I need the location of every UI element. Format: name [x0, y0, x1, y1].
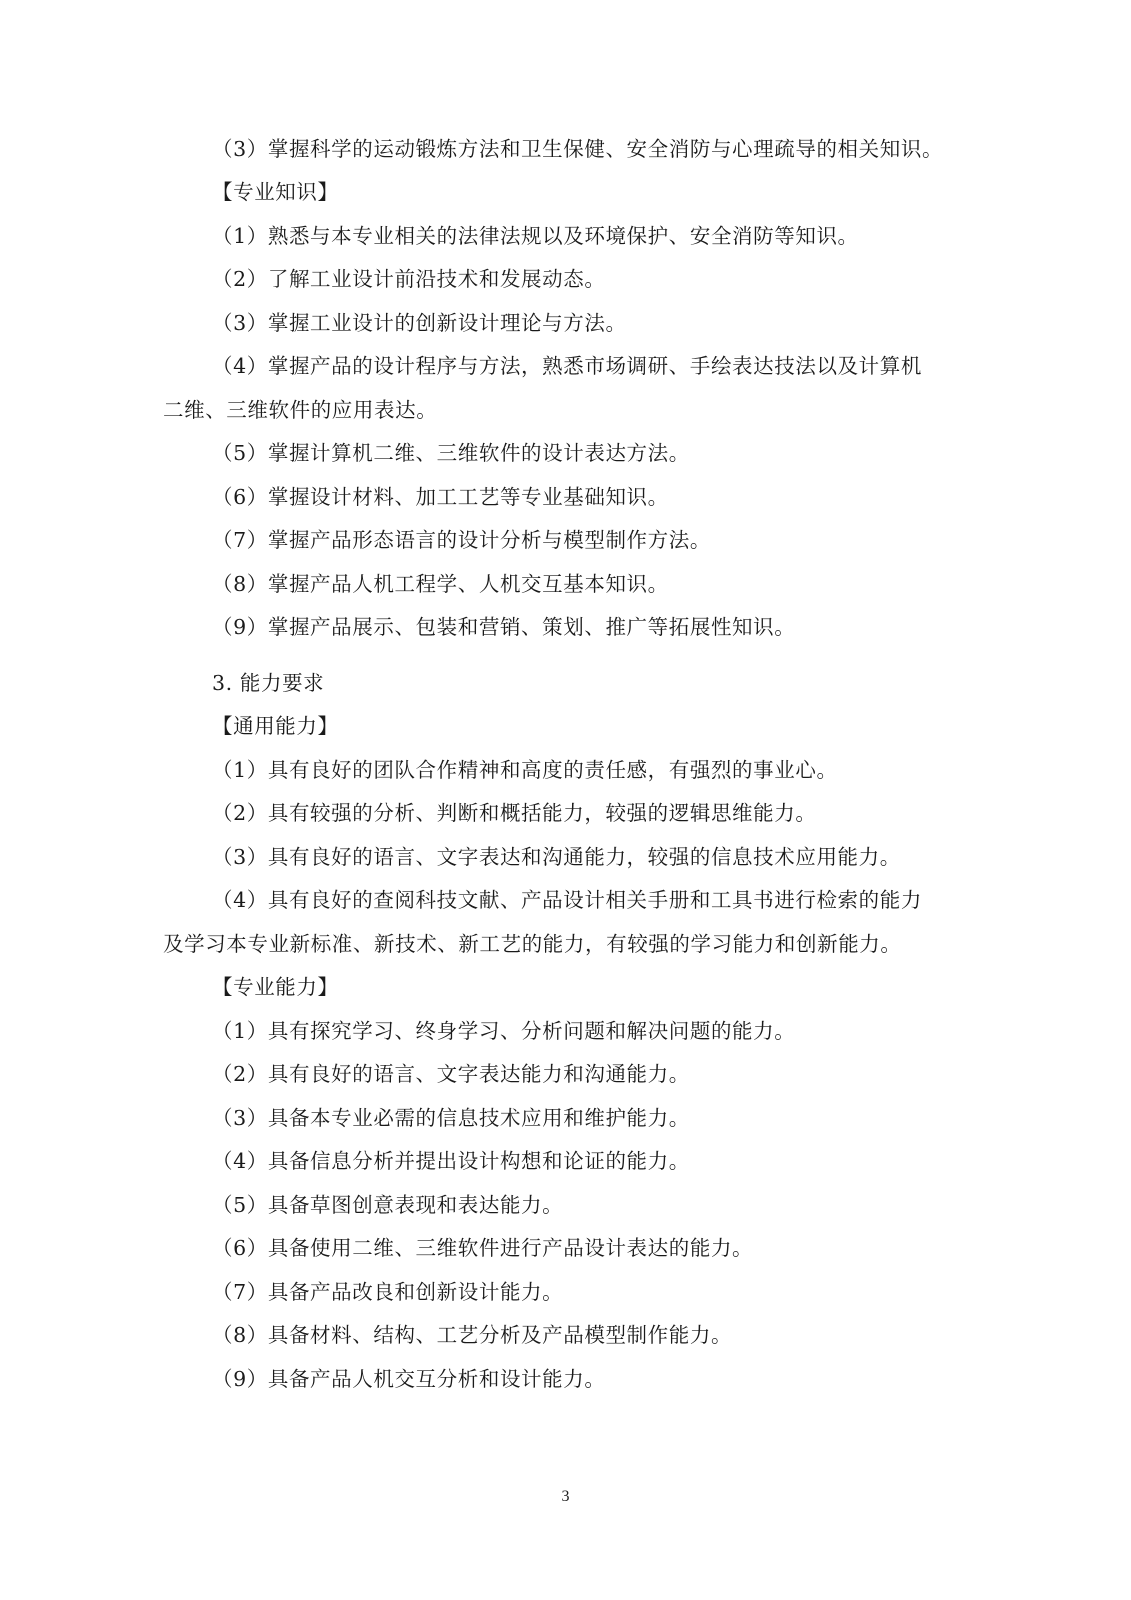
section-heading-professional-knowledge: 【专业知识】 [212, 180, 339, 204]
professional-knowledge-item-1: （1）熟悉与本专业相关的法律法规以及环境保护、安全消防等知识。 [212, 224, 859, 248]
section-heading-general-ability: 【通用能力】 [212, 714, 339, 738]
section-heading-professional-ability: 【专业能力】 [212, 975, 339, 999]
professional-knowledge-item-4-continued: 二维、三维软件的应用表达。 [163, 398, 438, 422]
professional-ability-item-1: （1）具有探究学习、终身学习、分析问题和解决问题的能力。 [212, 1019, 796, 1043]
knowledge-item-general-3: （3）掌握科学的运动锻炼方法和卫生保健、安全消防与心理疏导的相关知识。 [212, 137, 944, 161]
professional-knowledge-item-3: （3）掌握工业设计的创新设计理论与方法。 [212, 311, 627, 335]
page-number: 3 [561, 1488, 570, 1505]
general-ability-item-4: （4）具有良好的查阅科技文献、产品设计相关手册和工具书进行检索的能力 [212, 888, 922, 912]
professional-knowledge-item-9: （9）掌握产品展示、包装和营销、策划、推广等拓展性知识。 [212, 615, 796, 639]
professional-knowledge-item-5: （5）掌握计算机二维、三维软件的设计表达方法。 [212, 441, 690, 465]
professional-ability-item-6: （6）具备使用二维、三维软件进行产品设计表达的能力。 [212, 1236, 754, 1260]
general-ability-item-3: （3）具有良好的语言、文字表达和沟通能力，较强的信息技术应用能力。 [212, 845, 901, 869]
professional-knowledge-item-2: （2）了解工业设计前沿技术和发展动态。 [212, 267, 606, 291]
section-heading-ability-requirements: 3. 能力要求 [212, 671, 325, 695]
professional-knowledge-item-6: （6）掌握设计材料、加工工艺等专业基础知识。 [212, 485, 669, 509]
professional-ability-item-5: （5）具备草图创意表现和表达能力。 [212, 1193, 564, 1217]
professional-knowledge-item-7: （7）掌握产品形态语言的设计分析与模型制作方法。 [212, 528, 711, 552]
professional-ability-item-3: （3）具备本专业必需的信息技术应用和维护能力。 [212, 1106, 690, 1130]
professional-knowledge-item-8: （8）掌握产品人机工程学、人机交互基本知识。 [212, 572, 669, 596]
professional-ability-item-8: （8）具备材料、结构、工艺分析及产品模型制作能力。 [212, 1323, 733, 1347]
general-ability-item-2: （2）具有较强的分析、判断和概括能力，较强的逻辑思维能力。 [212, 801, 817, 825]
professional-ability-item-9: （9）具备产品人机交互分析和设计能力。 [212, 1367, 606, 1391]
general-ability-item-1: （1）具有良好的团队合作精神和高度的责任感，有强烈的事业心。 [212, 758, 838, 782]
professional-ability-item-4: （4）具备信息分析并提出设计构想和论证的能力。 [212, 1149, 690, 1173]
general-ability-item-4-continued: 及学习本专业新标准、新技术、新工艺的能力，有较强的学习能力和创新能力。 [163, 932, 902, 956]
professional-ability-item-7: （7）具备产品改良和创新设计能力。 [212, 1280, 564, 1304]
professional-knowledge-item-4: （4）掌握产品的设计程序与方法，熟悉市场调研、手绘表达技法以及计算机 [212, 354, 922, 378]
professional-ability-item-2: （2）具有良好的语言、文字表达能力和沟通能力。 [212, 1062, 690, 1086]
